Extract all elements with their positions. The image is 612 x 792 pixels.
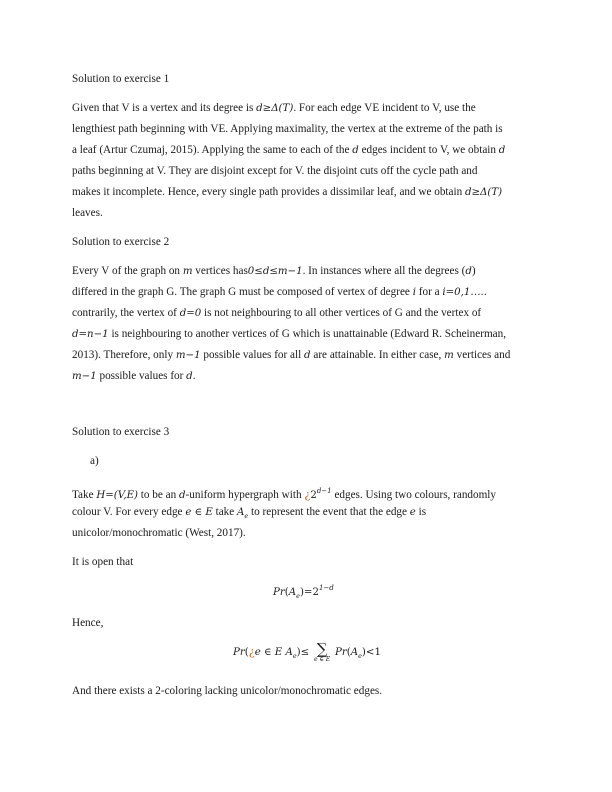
text: differed in the graph G. The graph G must be composed of vertex of degree <box>72 286 413 298</box>
text: possible values for all <box>200 349 305 361</box>
text: . For each edge VE incident to V, use the <box>293 102 476 114</box>
ex1-line-2: lengthiest path beginning with VE. Applying maximality, the vertex at the extreme of the path is <box>72 123 503 135</box>
equation-probability <box>273 584 334 600</box>
math-less-than-one: <1 <box>365 647 381 658</box>
text: to be an <box>138 489 180 501</box>
text: edges. Using two colours, randomly <box>331 489 497 501</box>
equation-union-bound <box>233 642 381 663</box>
text: Every V of the graph on <box>72 265 183 277</box>
math-two: 2 <box>310 490 317 501</box>
ex3-line-3: unicolor/monochromatic (West, 2017). <box>72 527 246 539</box>
math-paren: ( <box>284 587 289 598</box>
math-paren: ) <box>296 647 301 658</box>
text: are attainable. In either case, <box>310 349 445 361</box>
ex3-line-5: Hence, <box>72 617 104 629</box>
unrendered-symbol: ¿ <box>248 645 255 658</box>
ex2-line-3 <box>72 306 481 321</box>
math-paren: ( <box>346 647 351 658</box>
ex2-line-1 <box>72 264 476 279</box>
summation <box>314 642 330 663</box>
math-subscript: e <box>296 592 300 600</box>
math-d-n-minus-1: d=n−1 <box>72 329 109 340</box>
text: . In instances where all the degrees ( <box>302 265 466 277</box>
math-A: A <box>350 647 359 658</box>
math-exponent: 1−d <box>318 584 334 592</box>
text: to represent the event that the edge <box>248 506 410 518</box>
math-m-minus-1: m−1 <box>72 371 97 382</box>
math-d: d <box>498 145 506 156</box>
text: for a <box>415 286 443 298</box>
heading-exercise-3: Solution to exercise 3 <box>72 426 170 438</box>
text: contrarily, the vertex of <box>72 307 180 319</box>
math-d: d <box>304 350 311 361</box>
text: Given that V is a vertex and its degree is <box>72 102 257 114</box>
subheading-a: a) <box>90 455 99 467</box>
unrendered-symbol: ¿ <box>304 488 311 501</box>
math-d: d <box>179 490 186 501</box>
ex3-line-1 <box>72 484 496 503</box>
ex1-line-6: leaves. <box>72 207 103 219</box>
ex2-line-6 <box>72 369 196 384</box>
math-e-in-E: e ∈ E <box>185 507 213 518</box>
text: colour V. For every edge <box>72 506 186 518</box>
ex1-line-4: paths beginning at V. They are disjoint except for V. the disjoint cuts off the cycle path and <box>72 165 478 177</box>
math-d: d <box>352 145 359 156</box>
math-subscript: e <box>292 652 297 660</box>
math-union-body: e ∈ E A <box>254 647 293 658</box>
ex1-line-3 <box>72 143 505 158</box>
math-paren: ) <box>299 587 304 598</box>
text: ) <box>471 265 476 277</box>
math-pr: Pr <box>334 647 347 658</box>
text: makes it incomplete. Hence, every single path provides a dissimilar leaf, and we obtain <box>72 186 465 198</box>
math-degree-range: 0≤d≤m−1 <box>247 266 303 277</box>
math-A: A <box>237 507 245 518</box>
heading-exercise-2: Solution to exercise 2 <box>72 236 170 248</box>
math-subscript: e <box>244 512 249 520</box>
ex2-line-4 <box>72 327 506 342</box>
text: is neighbouring to another vertices of G which is unattainable (Edward R. Scheinerman, <box>108 328 506 340</box>
math-d: d <box>465 266 472 277</box>
sigma-symbol: ∑ <box>316 640 328 658</box>
text: take <box>212 506 238 518</box>
math-subscript: e <box>358 652 362 660</box>
ex1-line-5 <box>72 185 502 200</box>
math-paren: ( <box>244 647 249 658</box>
text: is not neighbouring to all other vertices of G and the vertex of <box>201 307 482 319</box>
ex2-line-5 <box>72 348 510 363</box>
math-degree-bound: d≥Δ(T) <box>256 103 294 114</box>
sum-limit: e ∈ E <box>314 656 331 663</box>
math-pr: Pr <box>233 647 245 658</box>
math-equals-two: =2 <box>303 587 319 598</box>
math-exponent: d−1 <box>316 487 332 495</box>
text: edges incident to V, we obtain <box>358 144 499 156</box>
text: possible values for <box>96 370 187 382</box>
text: Take <box>72 489 97 501</box>
math-m: m <box>182 266 193 277</box>
text: is <box>415 506 427 518</box>
math-leq: ≤ <box>300 647 310 658</box>
text: a leaf (Artur Czumaj, 2015). Applying the same to each of the <box>72 144 353 156</box>
heading-exercise-1: Solution to exercise 1 <box>72 73 170 85</box>
math-m: m <box>444 350 454 361</box>
text: -uniform hypergraph with <box>185 489 305 501</box>
math-A: A <box>288 587 297 598</box>
math-hypergraph: H=(V,E) <box>96 490 138 501</box>
text: . <box>192 370 196 382</box>
math-i: i <box>412 287 416 298</box>
ex3-line-2 <box>72 505 426 523</box>
ex3-line-6: And there exists a 2-coloring lacking unicolor/monochromatic edges. <box>72 685 383 697</box>
math-pr: Pr <box>273 587 285 598</box>
math-i-values: i=0,1….. <box>442 287 488 298</box>
math-d: d <box>186 371 193 382</box>
math-d-zero: d=0 <box>179 308 202 319</box>
math-paren: ) <box>361 647 366 658</box>
ex2-line-2 <box>72 285 487 300</box>
text: vertices and <box>453 349 511 361</box>
math-degree-bound: d≥Δ(T) <box>465 187 503 198</box>
text: vertices has <box>192 265 248 277</box>
math-m-minus-1: m−1 <box>175 350 201 361</box>
math-e: e <box>409 507 416 518</box>
ex1-line-1 <box>72 101 476 116</box>
ex3-line-4: It is open that <box>72 556 134 568</box>
text: 2013). Therefore, only <box>72 349 176 361</box>
